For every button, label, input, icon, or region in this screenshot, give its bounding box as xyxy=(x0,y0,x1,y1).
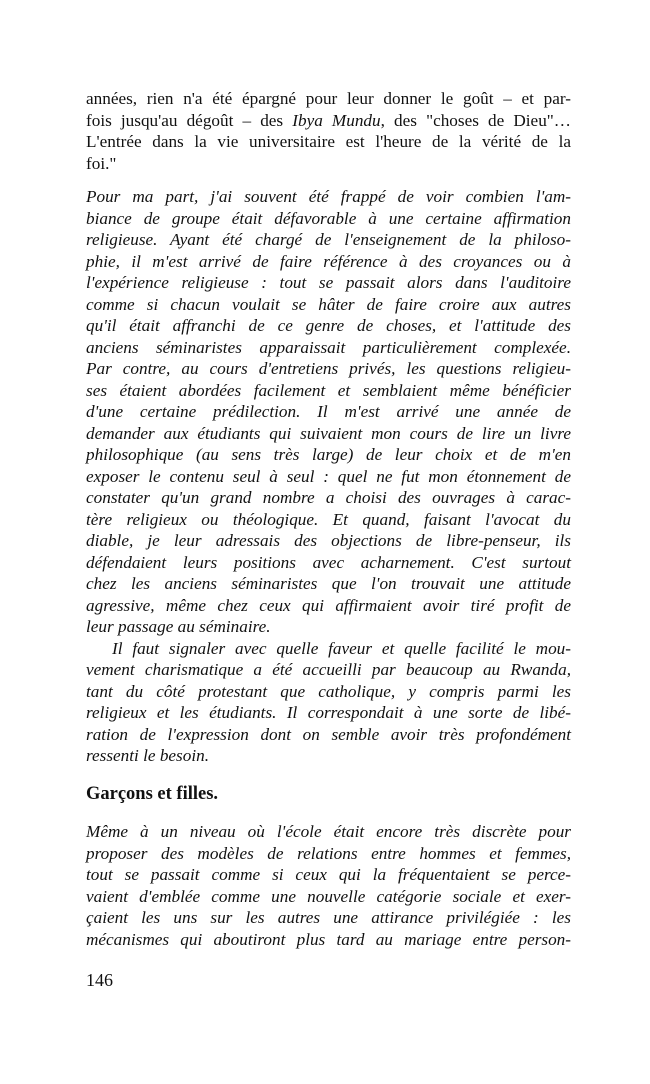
text-line: diable, je leur adressais des objections de libre-penseur, ils xyxy=(86,531,571,550)
text-line: tant du côté protestant que catholique, y compris parmi les xyxy=(86,681,571,701)
text-line: années, rien n'a été épargné pour leur donner le goût – et par- xyxy=(86,89,571,108)
section-heading: Garçons et filles. xyxy=(86,784,219,804)
text-line: Il faut signaler avec quelle faveur et quelle facilité le mou- xyxy=(112,638,571,658)
text-line: qu'il était affranchi de ce genre de choses, et l'attitude des xyxy=(86,316,571,335)
text-segment: , des "choses de Dieu"… xyxy=(380,110,571,130)
text-line: biance de groupe était défavorable à une certaine affirmation xyxy=(86,208,571,228)
text-line: demander aux étudiants qui suivaient mon cours de lire un livre xyxy=(86,423,571,443)
paragraph-quote-end xyxy=(86,88,571,174)
text-line: foi." xyxy=(86,153,117,173)
text-line: ration de l'expression dont on semble avoir très profondément xyxy=(86,724,571,744)
italic-term: Ibya Mundu xyxy=(292,110,381,130)
text-line: tère religieux ou théologique. Et quand, faisant l'avocat du xyxy=(86,509,571,529)
text-line: ressenti le besoin. xyxy=(86,746,209,765)
text-line: Par contre, au cours d'entretiens privés, les questions religieu- xyxy=(86,359,571,378)
page-number: 146 xyxy=(86,970,113,990)
text-line: mécanismes qui aboutiront plus tard au mariage entre person- xyxy=(86,929,571,949)
text-line: Même à un niveau où l'école était encore très discrète pour xyxy=(86,822,571,841)
text-segment: fois jusqu'au dégoût – des xyxy=(86,110,293,130)
text-line: constater qu'un grand nombre a choisi des ouvrages à carac- xyxy=(86,488,571,507)
paragraph-testimony xyxy=(86,186,571,767)
text-line: chez les anciens séminaristes que l'on trouvait une attitude xyxy=(86,574,571,593)
text-line: l'expérience religieuse : tout se passait alors dans l'auditoire xyxy=(86,273,571,292)
text-line: religieux et les étudiants. Il correspondait à une sorte de libé- xyxy=(86,703,571,722)
text-line: vement charismatique a été accueilli par beaucoup au Rwanda, xyxy=(86,660,571,679)
text-line: religieuse. Ayant été chargé de l'enseignement de la philoso- xyxy=(86,230,571,249)
text-line: comme si chacun voulait se hâter de faire croire aux autres xyxy=(86,294,571,314)
text-line: exposer le contenu seul à seul : quel ne fut mon étonnement de xyxy=(86,466,571,486)
text-line: leur passage au séminaire. xyxy=(86,617,271,636)
text-line: çaient les uns sur les autres une attirance privilégiée : les xyxy=(86,908,571,927)
text-line: vaient d'emblée comme une nouvelle catégorie sociale et exer- xyxy=(86,886,571,906)
text-line: philosophique (au sens très large) de leur choix et de m'en xyxy=(86,445,571,464)
text-line: d'une certaine prédilection. Il m'est arrivé une année de xyxy=(86,402,571,421)
text-line: défendaient leurs positions avec acharnement. C'est surtout xyxy=(86,552,571,572)
text-line: L'entrée dans la vie universitaire est l'heure de la vérité de la xyxy=(86,132,571,151)
text-line: tout se passait comme si ceux qui la fréquentaient se perce- xyxy=(86,865,571,884)
text-line: ses étaient abordées facilement et semblaient même bénéficier xyxy=(86,380,571,400)
text-line: anciens séminaristes apparaissait particulièrement complexée. xyxy=(86,337,571,357)
text-line: proposer des modèles de relations entre hommes et femmes, xyxy=(86,843,571,863)
text-line xyxy=(86,110,571,132)
text-line: agressive, même chez ceux qui affirmaient avoir tiré profit de xyxy=(86,595,571,615)
paragraph-boys-girls xyxy=(86,821,571,950)
text-line: Pour ma part, j'ai souvent été frappé de voir combien l'am- xyxy=(86,187,571,206)
text-line: phie, il m'est arrivé de faire référence à des croyances ou à xyxy=(86,251,571,271)
